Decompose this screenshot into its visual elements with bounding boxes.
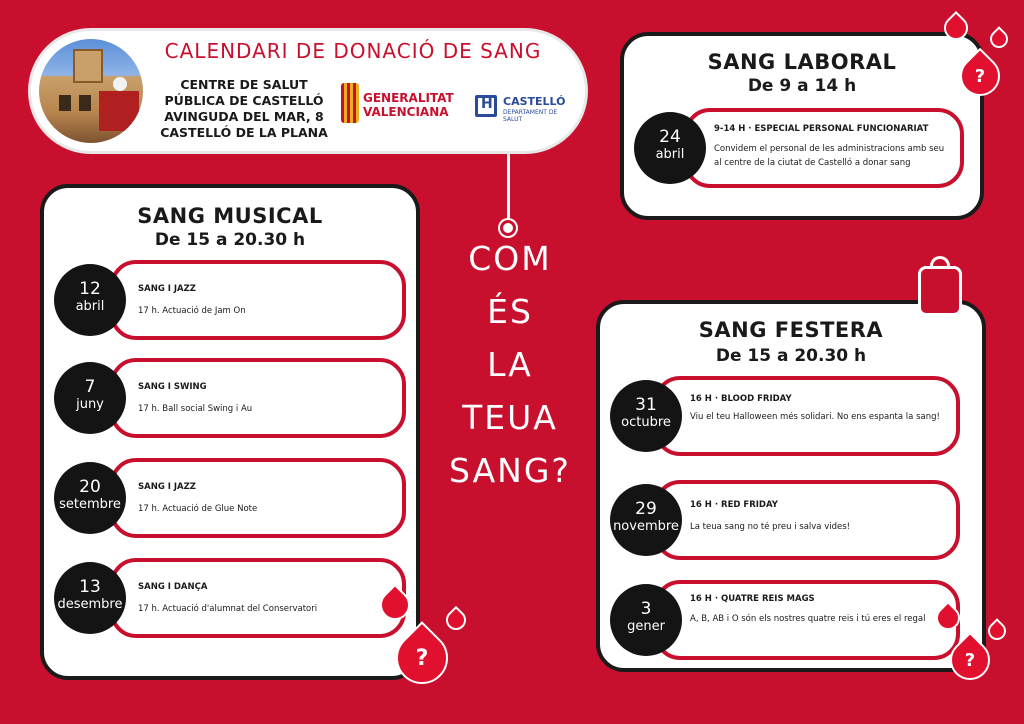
panel-hours: De 15 a 20.30 h — [715, 346, 867, 366]
blood-drop-icon — [984, 618, 1009, 643]
castello-health-logo: H CASTELLÓ DEPARTAMENT DE SALUT — [475, 93, 565, 123]
hospital-icon — [475, 95, 497, 117]
event-title: SANG I JAZZ — [138, 284, 196, 294]
event-item — [54, 558, 406, 638]
panel-title: SANG MUSICAL — [137, 204, 323, 228]
event-description: Viu el teu Halloween més solidari. No ens espanta la sang! — [690, 412, 940, 422]
date-badge: 7 juny — [54, 362, 126, 434]
event-item — [634, 108, 964, 188]
event-item — [54, 260, 406, 340]
date-badge: 20 setembre — [54, 462, 126, 534]
event-description: Convidem el personal de les administracions amb seu al centre de la ciutat de Castelló a donar sang — [714, 144, 945, 168]
blood-drop-question-icon: ? — [385, 621, 459, 695]
event-title: 16 H · RED FRIDAY — [690, 500, 778, 510]
sang-festera-panel — [596, 300, 986, 672]
date-badge: 31 octubre — [610, 380, 682, 452]
header-banner — [28, 28, 588, 154]
event-description: A, B, AB i O són els nostres quatre reis i tú eres el regal — [690, 614, 926, 624]
date-badge: 24 abril — [634, 112, 706, 184]
event-title: 16 H · BLOOD FRIDAY — [690, 394, 792, 404]
question-text: COM ÉS LA TEUA SANG? — [449, 239, 571, 490]
panel-hours: De 9 a 14 h — [747, 76, 857, 96]
date-badge: 29 novembre — [610, 484, 682, 556]
blood-bag-icon — [914, 256, 966, 340]
date-badge: 12 abril — [54, 264, 126, 336]
event-description: 17 h. Actuació d'alumnat del Conservatori — [138, 604, 318, 614]
center-address: CENTRE DE SALUT PÚBLICA DE CASTELLÓ AVINGUDA DEL MAR, 8 CASTELLÓ DE LA PLANA — [160, 77, 328, 140]
sang-laboral-panel — [620, 32, 984, 220]
generalitat-logo: GENERALITAT VALENCIANA — [341, 83, 461, 123]
crest-icon — [341, 83, 359, 123]
event-item — [54, 358, 406, 438]
sang-musical-panel — [40, 184, 420, 680]
panel-title: SANG LABORAL — [707, 50, 897, 74]
blood-drop-icon — [442, 606, 470, 634]
event-item — [54, 458, 406, 538]
event-description: La teua sang no té preu i salva vides! — [690, 522, 851, 532]
event-title: SANG I SWING — [138, 382, 207, 392]
calendar-title: CALENDARI DE DONACIÓ DE SANG — [164, 39, 542, 63]
date-badge: 3 gener — [610, 584, 682, 656]
event-title: 16 H · QUATRE REIS MAGS — [690, 594, 815, 604]
blood-drop-icon — [986, 26, 1011, 51]
event-description: 17 h. Actuació de Glue Note — [138, 504, 258, 514]
panel-title: SANG FESTERA — [698, 318, 884, 342]
event-title: SANG I JAZZ — [138, 482, 196, 492]
blood-drop-question-icon: ? — [952, 48, 1009, 105]
date-badge: 13 desembre — [54, 562, 126, 634]
panel-hours: De 15 a 20.30 h — [154, 230, 306, 250]
event-item — [610, 580, 960, 660]
building-photo — [39, 39, 143, 143]
blood-drop-question-icon: ? — [942, 632, 999, 689]
event-title: SANG I DANÇA — [138, 582, 208, 592]
event-description: 17 h. Ball social Swing i Au — [138, 404, 253, 414]
event-item — [610, 480, 960, 560]
event-title: 9-14 H · ESPECIAL PERSONAL FUNCIONARIAT — [714, 124, 929, 134]
connector-line — [507, 154, 510, 224]
event-description: 17 h. Actuació de Jam On — [138, 306, 246, 316]
event-item — [610, 376, 960, 456]
